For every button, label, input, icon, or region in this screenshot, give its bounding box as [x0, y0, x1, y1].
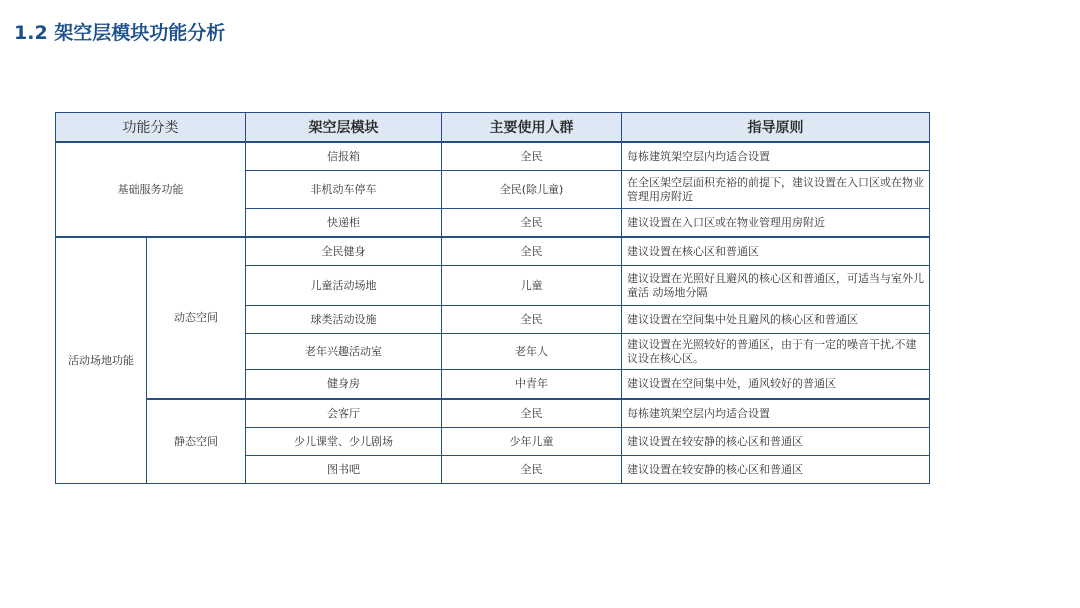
principle-cell: 建议设置在光照较好的普通区，由于有一定的噪音干扰,不建议设在核心区。: [622, 334, 930, 370]
header-category: 功能分类: [56, 113, 246, 143]
header-principle: 指导原则: [622, 113, 930, 143]
users-cell: 少年儿童: [442, 428, 622, 456]
principle-cell: 每栋建筑架空层内均适合设置: [622, 142, 930, 171]
module-cell: 球类活动设施: [246, 306, 442, 334]
principle-cell: 每栋建筑架空层内均适合设置: [622, 399, 930, 428]
module-cell: 健身房: [246, 370, 442, 400]
module-cell: 少儿课堂、少儿剧场: [246, 428, 442, 456]
principle-cell: 建议设置在较安静的核心区和普通区: [622, 428, 930, 456]
module-cell: 非机动车停车: [246, 171, 442, 209]
users-cell: 全民: [442, 456, 622, 484]
header-users: 主要使用人群: [442, 113, 622, 143]
group-static-space: 静态空间: [147, 399, 246, 484]
module-function-table: [55, 112, 930, 484]
principle-cell: 在全区架空层面积充裕的前提下，建议设置在入口区或在物业管理用房附近: [622, 171, 930, 209]
principle-cell: 建议设置在光照好且避风的核心区和普通区，可适当与室外儿童活 动场地分隔: [622, 266, 930, 306]
table-row: [56, 237, 930, 266]
table-row: [56, 399, 930, 428]
users-cell: 全民: [442, 306, 622, 334]
users-cell: 老年人: [442, 334, 622, 370]
page-title: 1.2 架空层模块功能分析: [14, 22, 226, 44]
module-cell: 快递柜: [246, 209, 442, 238]
users-cell: 全民: [442, 237, 622, 266]
module-cell: 信报箱: [246, 142, 442, 171]
module-cell: 老年兴趣活动室: [246, 334, 442, 370]
users-cell: 全民: [442, 209, 622, 238]
module-cell: 儿童活动场地: [246, 266, 442, 306]
table-row: [56, 142, 930, 171]
principle-cell: 建议设置在空间集中处且避风的核心区和普通区: [622, 306, 930, 334]
table-header-row: [56, 113, 930, 143]
users-cell: 儿童: [442, 266, 622, 306]
group-dynamic-space: 动态空间: [147, 237, 246, 399]
users-cell: 全民: [442, 142, 622, 171]
group-basic-service: 基础服务功能: [56, 142, 246, 237]
principle-cell: 建议设置在入口区或在物业管理用房附近: [622, 209, 930, 238]
module-cell: 图书吧: [246, 456, 442, 484]
principle-cell: 建议设置在较安静的核心区和普通区: [622, 456, 930, 484]
group-activity-venue: 活动场地功能: [56, 237, 147, 484]
module-cell: 全民健身: [246, 237, 442, 266]
users-cell: 全民: [442, 399, 622, 428]
header-module: 架空层模块: [246, 113, 442, 143]
users-cell: 中青年: [442, 370, 622, 400]
module-cell: 会客厅: [246, 399, 442, 428]
principle-cell: 建议设置在空间集中处，通风较好的普通区: [622, 370, 930, 400]
users-cell: 全民(除儿童): [442, 171, 622, 209]
principle-cell: 建议设置在核心区和普通区: [622, 237, 930, 266]
